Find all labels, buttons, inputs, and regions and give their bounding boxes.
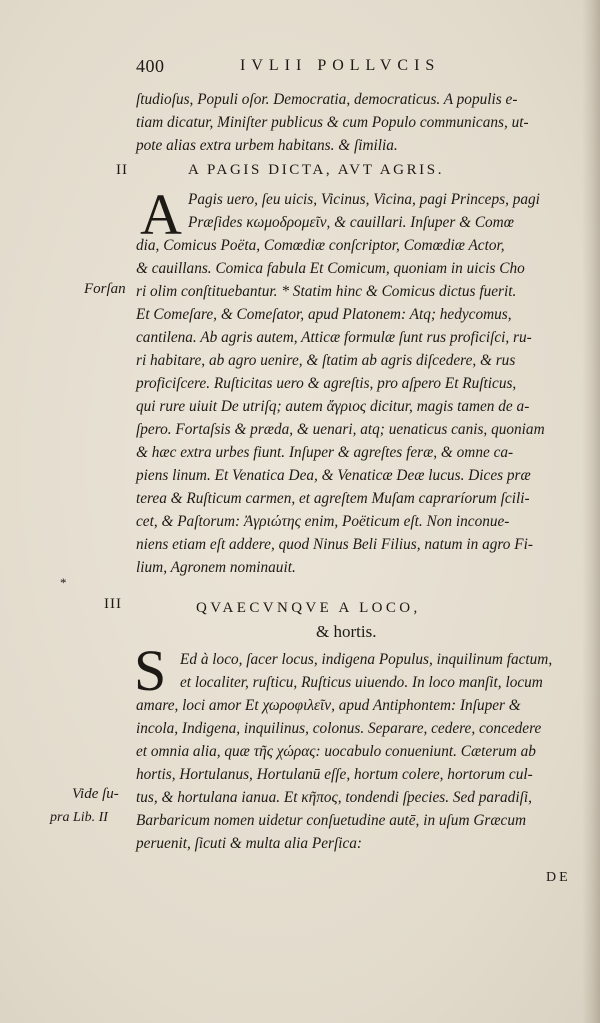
section-subheading-3: & hortis. <box>316 622 377 641</box>
text-line: terea & Ruſticum carmen, et agreſtem Muſam capraríorum ſcili- <box>136 490 530 507</box>
page-edge-shadow <box>582 0 600 1023</box>
text-line: qui rure uiuit De utriſq; autem ἄγριος dicitur, magis tamen de a- <box>136 398 530 415</box>
text-line: Barbaricum nomen uidetur conſuetudine autē, in uſum Græcum <box>136 812 527 829</box>
section-heading-2: A PAGIS DICTA, AVT AGRIS. <box>188 162 445 178</box>
text-line: ri olim conſtituebantur. * Statim hinc & Comicus dictus fuerit. <box>136 283 517 300</box>
text-line: cantilena. Ab agris autem, Atticæ formulæ ſunt rus proficiſci, ru- <box>136 329 532 346</box>
text-line: ri habitare, ab agro uenire, & ſtatim ab agris diſcedere, & rus <box>136 352 516 369</box>
text-line: Præſides κωμοδρομεῖν, & cauillari. Inſuper & Comœ <box>188 214 514 231</box>
text-line: Ed à loco, ſacer locus, indigena Populus, inquilinum factum, <box>180 651 553 668</box>
marginal-note-vide: Vide ſu- <box>72 786 119 802</box>
text-line: et omnia alia, quæ τῆς χώρας: uocabulo conueniunt. Cæterum ab <box>136 743 536 760</box>
text-line: amare, loci amor Et χωροφιλεῖν, apud Antiphontem: Inſuper & <box>136 697 521 714</box>
text-line: niens etiam eſt addere, quod Ninus Beli Filius, natum in agro Fi- <box>136 536 533 553</box>
text-line: pote alias extra urbem habitans. & ſimilia. <box>136 137 398 154</box>
text-line: peruenit, ſicuti & multa alia Perſica: <box>136 835 363 852</box>
text-line: Pagis uero, ſeu uicis, Vicinus, Vicina, pagi Princeps, pagi <box>188 191 540 208</box>
dropcap-s: S <box>134 638 167 703</box>
text-line: incola, Indigena, inquilinus, colonus. Separare, cedere, concedere <box>136 720 542 737</box>
dropcap-a: A <box>140 182 182 247</box>
marginal-note-lib: pra Lib. II <box>50 810 108 825</box>
text-line: et localiter, ruſticu, Ruſticus uiuendo. In loco manſit, locum <box>180 674 543 691</box>
text-line: proficiſcere. Ruſticitas uero & agreſtis, pro aſpero Et Ruſticus, <box>136 375 517 392</box>
section-heading-3: QVAECVNQVE A LOCO, <box>196 600 421 616</box>
text-line: & cauillans. Comica fabula Et Comicum, quoniam in uicis Cho <box>136 260 525 277</box>
asterisk-mark: * <box>60 575 67 590</box>
text-line: tiam dicatur, Miniſter publicus & cum Populo communicans, ut- <box>136 114 529 131</box>
section-2-text <box>136 182 582 579</box>
main-text <box>136 88 582 157</box>
text-line: tus, & hortulana ianua. Et κῆπος, tondendi ſpecies. Sed paradiſi, <box>136 789 532 806</box>
text-line: ſtudioſus, Populi oſor. Democratia, democraticus. A populis e- <box>136 91 518 108</box>
text-line: piens linum. Et Venatica Dea, & Venaticæ Deæ lucus. Dices præ <box>136 467 531 484</box>
marginal-note-forsan: Forſan <box>84 281 126 297</box>
section-number-3: III <box>104 596 122 612</box>
text-line: & hæc extra urbes fiunt. Inſuper & agreſtes feræ, & omne ca- <box>136 444 514 461</box>
text-line: Et Comeſare, & Comeſator, apud Platonem: Atq; hedycomus, <box>136 306 512 323</box>
catchword: DE <box>546 870 571 885</box>
text-line: ſpero. Fortaſsis & præda, & uenari, atq; uenaticus canis, quoniam <box>136 421 545 438</box>
text-line: dia, Comicus Poëta, Comœdiæ conſcriptor, Comœdiæ Actor, <box>136 237 505 254</box>
running-header <box>136 56 536 82</box>
text-line: cet, & Paſtorum: Ἀγριώτης enim, Poëticum eſt. Non inconue- <box>136 513 510 530</box>
section-3-text <box>136 648 582 855</box>
text-line: hortis, Hortulanus, Hortulanū eſſe, hortum colere, hortorum cul- <box>136 766 533 783</box>
running-title: IVLII POLLVCIS <box>240 57 441 74</box>
page-number: 400 <box>136 56 165 76</box>
text-line: lium, Agronem nominauit. <box>136 559 296 576</box>
section-number-2: II <box>116 162 128 178</box>
